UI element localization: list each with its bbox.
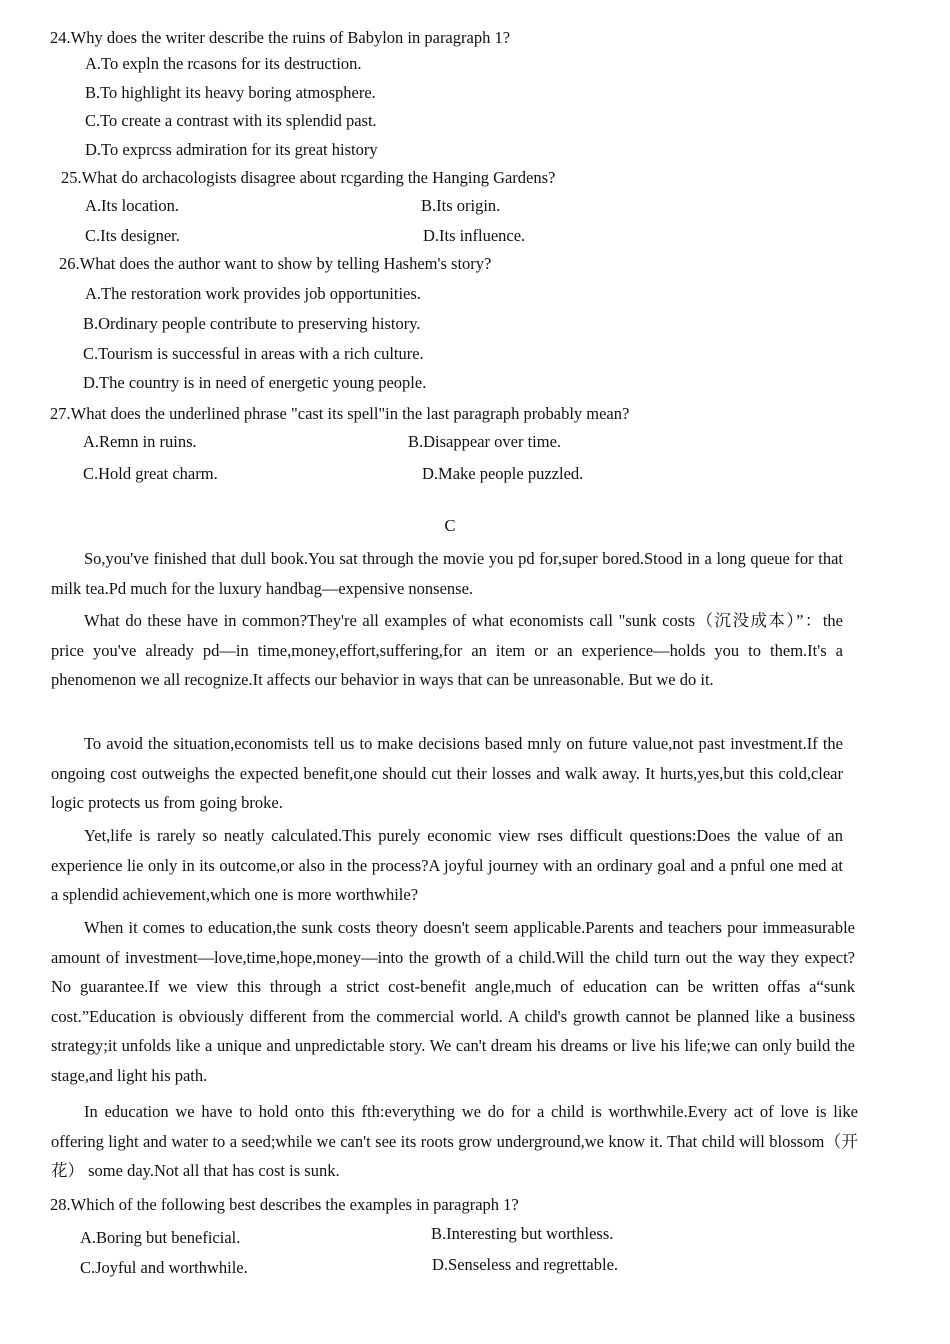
section-label: C [444,516,456,535]
q26-option-a: A.The restoration work provides job opportunities. [85,284,421,303]
q24-option-b: B.To highlight its heavy boring atmosphere. [85,83,376,102]
q27-option-c: C.Hold great charm. [83,464,218,483]
q24-option-c: C.To create a contrast with its splendid past. [85,111,377,130]
question-28-stem: 28.Which of the following best describes the examples in paragraph 1? [50,1195,519,1214]
q25-option-b: B.Its origin. [421,196,501,215]
q28-option-c: C.Joyful and worthwhile. [80,1258,248,1277]
question-26-stem: 26.What does the author want to show by telling Hashem's story? [59,254,492,273]
q24-option-a: A.To expln the rcasons for its destruction. [85,54,362,73]
q26-option-d: D.The country is in need of energetic young people. [83,373,427,392]
paragraph-3: To avoid the situation,economists tell us to make decisions based mnly on future value,not past investment.If the ongoing cost outweighs the expected benefit,one should cut their losses and walk away. It hurts,yes,but this cold,clear logic protects us from going broke. [51,734,843,813]
q27-option-b: B.Disappear over time. [408,432,562,451]
q28-option-d: D.Senseless and regrettable. [432,1255,619,1274]
question-25-stem: 25.What do archacologists disagree about rcgarding the Hanging Gardens? [61,168,556,187]
paragraph-1: So,you've finished that dull book.You sat through the movie you pd for,super bored.Stood in a long queue for that milk tea.Pd much for the luxury handbag—expensive nonsense. [51,549,843,598]
q25-option-c: C.Its designer. [85,226,180,245]
q27-option-d: D.Make people puzzled. [422,464,584,483]
question-27-stem: 27.What does the underlined phrase "cast its spell"in the last paragraph probably mean? [50,404,630,423]
q28-option-b: B.Interesting but worthless. [431,1224,614,1243]
paragraph-5: When it comes to education,the sunk costs theory doesn't seem applicable.Parents and teachers pour immeasurable amount of investment—love,time,hope,money—into the growth of a child.Will the child turn out the way they expect?No guarantee.If we view this through a strict cost-benefit angle,much of education can be written offas a“sunk cost.”Education is obviously different from the commercial world. A child's growth cannot be planned like a business strategy;it unfolds like a unique and unpredictable story. We can't dream his dreams or live his life;we can only build the stage,and light his path. [51,918,855,1085]
paragraph-6: In education we have to hold onto this fth:everything we do for a child is worthwhile.Every act of love is like offering light and water to a seed;while we can't see its roots grow underground,we know it. That child will blossom（开花） some day.Not all that has cost is sunk. [51,1102,858,1181]
q24-option-d: D.To exprcss admiration for its great history [85,140,378,159]
q26-option-b: B.Ordinary people contribute to preserving history. [83,314,421,333]
q25-option-d: D.Its influence. [423,226,526,245]
question-24-stem: 24.Why does the writer describe the ruins of Babylon in paragraph 1? [50,28,511,47]
paragraph-2: What do these have in common?They're all examples of what economists call "sunk costs（沉没成本）”：the price you've already pd—in time,money,effort,suffering,for an item or an experience—holds you to them.It's a phenomenon we all recognize.It affects our behavior in ways that can be unreasonable. But we do it. [51,611,843,690]
paragraph-4: Yet,life is rarely so neatly calculated.This purely economic view rses difficult questions:Does the value of an experience lie only in its outcome,or also in the process?A joyful journey with an ordinary goal and a pnful one med at a splendid achievement,which one is more worthwhile? [51,826,843,905]
q25-option-a: A.Its location. [85,196,179,215]
q26-option-c: C.Tourism is successful in areas with a rich culture. [83,344,424,363]
q28-option-a: A.Boring but beneficial. [80,1228,241,1247]
q27-option-a: A.Remn in ruins. [83,432,197,451]
